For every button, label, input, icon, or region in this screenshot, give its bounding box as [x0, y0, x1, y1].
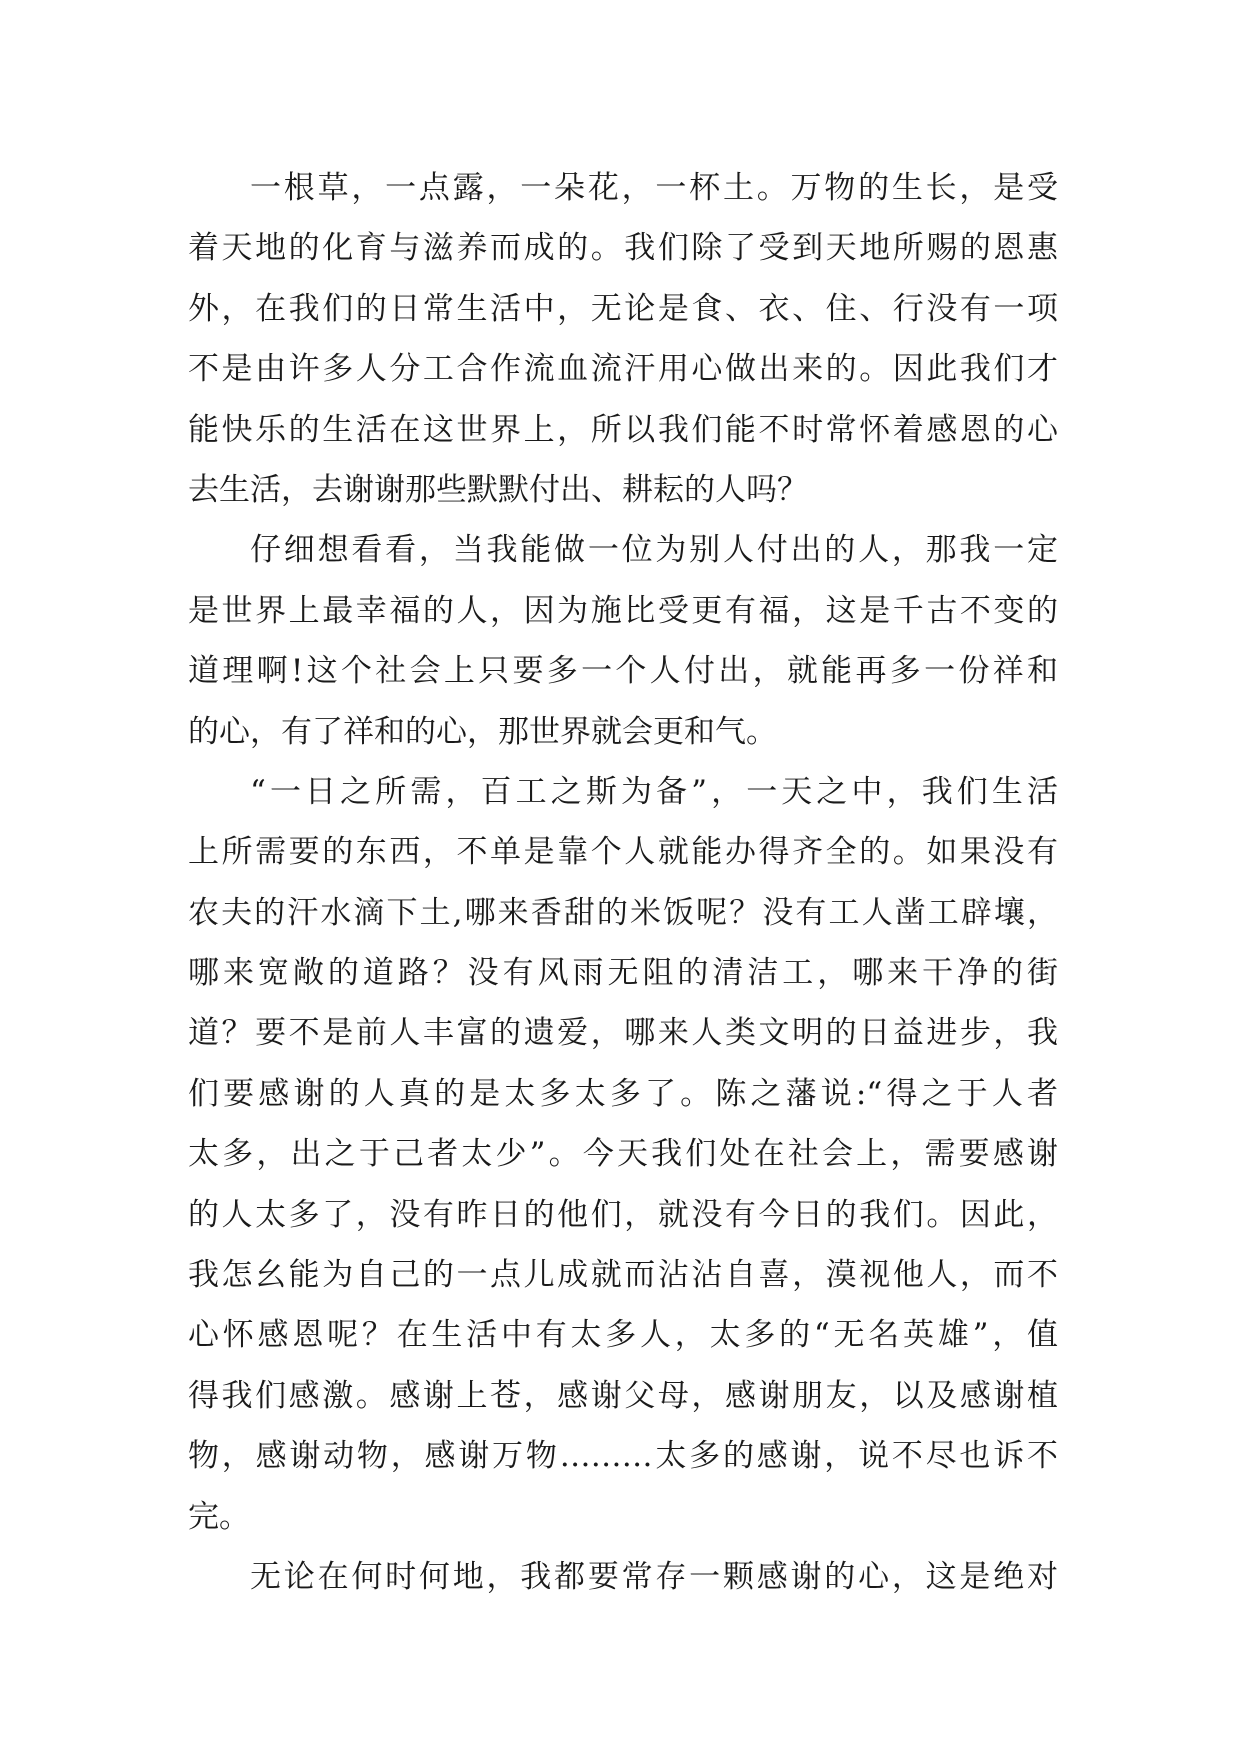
paragraph-line: 得我们感激。感谢上苍，感谢父母，感谢朋友，以及感谢植	[188, 1377, 1058, 1414]
paragraph-line: 的人太多了，没有昨日的他们，就没有今日的我们。因此，	[188, 1196, 1058, 1233]
paragraph-line: 仔细想看看，当我能做一位为别人付出的人，那我一定	[250, 532, 1058, 569]
paragraph-line: 心怀感恩呢？在生活中有太多人，太多的“无名英雄”，值	[188, 1317, 1058, 1354]
paragraph-line: 道？要不是前人丰富的遗爱，哪来人类文明的日益进步，我	[188, 1015, 1058, 1052]
paragraph-line: 不是由许多人分工合作流血流汗用心做出来的。因此我们才	[188, 351, 1058, 388]
paragraph-line: 我怎幺能为自己的一点儿成就而沾沾自喜，漠视他人，而不	[188, 1257, 1058, 1294]
paragraph-line: 上所需要的东西，不单是靠个人就能办得齐全的。如果没有	[188, 834, 1058, 871]
paragraph-line: “一日之所需，百工之斯为备”，一天之中，我们生活	[250, 773, 1058, 810]
paragraph-line: 的心，有了祥和的心，那世界就会更和气。	[188, 713, 777, 750]
paragraph-line: 们要感谢的人真的是太多太多了。陈之藩说:“得之于人者	[188, 1075, 1058, 1112]
paragraph-line: 农夫的汗水滴下土,哪来香甜的米饭呢？没有工人凿工辟壤，	[188, 894, 1058, 931]
paragraph-line: 外，在我们的日常生活中，无论是食、衣、住、行没有一项	[188, 290, 1058, 327]
paragraph-line: 无论在何时何地，我都要常存一颗感谢的心，这是绝对	[250, 1558, 1058, 1595]
paragraph-line: 去生活，去谢谢那些默默付出、耕耘的人吗？	[188, 471, 808, 508]
paragraph-line: 道理啊!这个社会上只要多一个人付出，就能再多一份祥和	[188, 653, 1058, 690]
paragraph-line: 着天地的化育与滋养而成的。我们除了受到天地所赐的恩惠	[188, 230, 1058, 267]
paragraph-line: 一根草，一点露，一朵花，一杯土。万物的生长，是受	[250, 170, 1058, 206]
paragraph-line: 物，感谢动物，感谢万物………太多的感谢，说不尽也诉不	[188, 1438, 1058, 1475]
paragraph-line: 能快乐的生活在这世界上，所以我们能不时常怀着感恩的心	[188, 411, 1058, 448]
paragraph-line: 太多，出之于己者太少”。今天我们处在社会上，需要感谢	[188, 1136, 1058, 1173]
paragraph-line: 完。	[188, 1498, 250, 1535]
body-text	[188, 158, 1058, 1607]
paragraph-line: 是世界上最幸福的人，因为施比受更有福，这是千古不变的	[188, 592, 1058, 629]
paragraph-line: 哪来宽敞的道路？没有风雨无阻的清洁工，哪来干净的街	[188, 955, 1058, 992]
